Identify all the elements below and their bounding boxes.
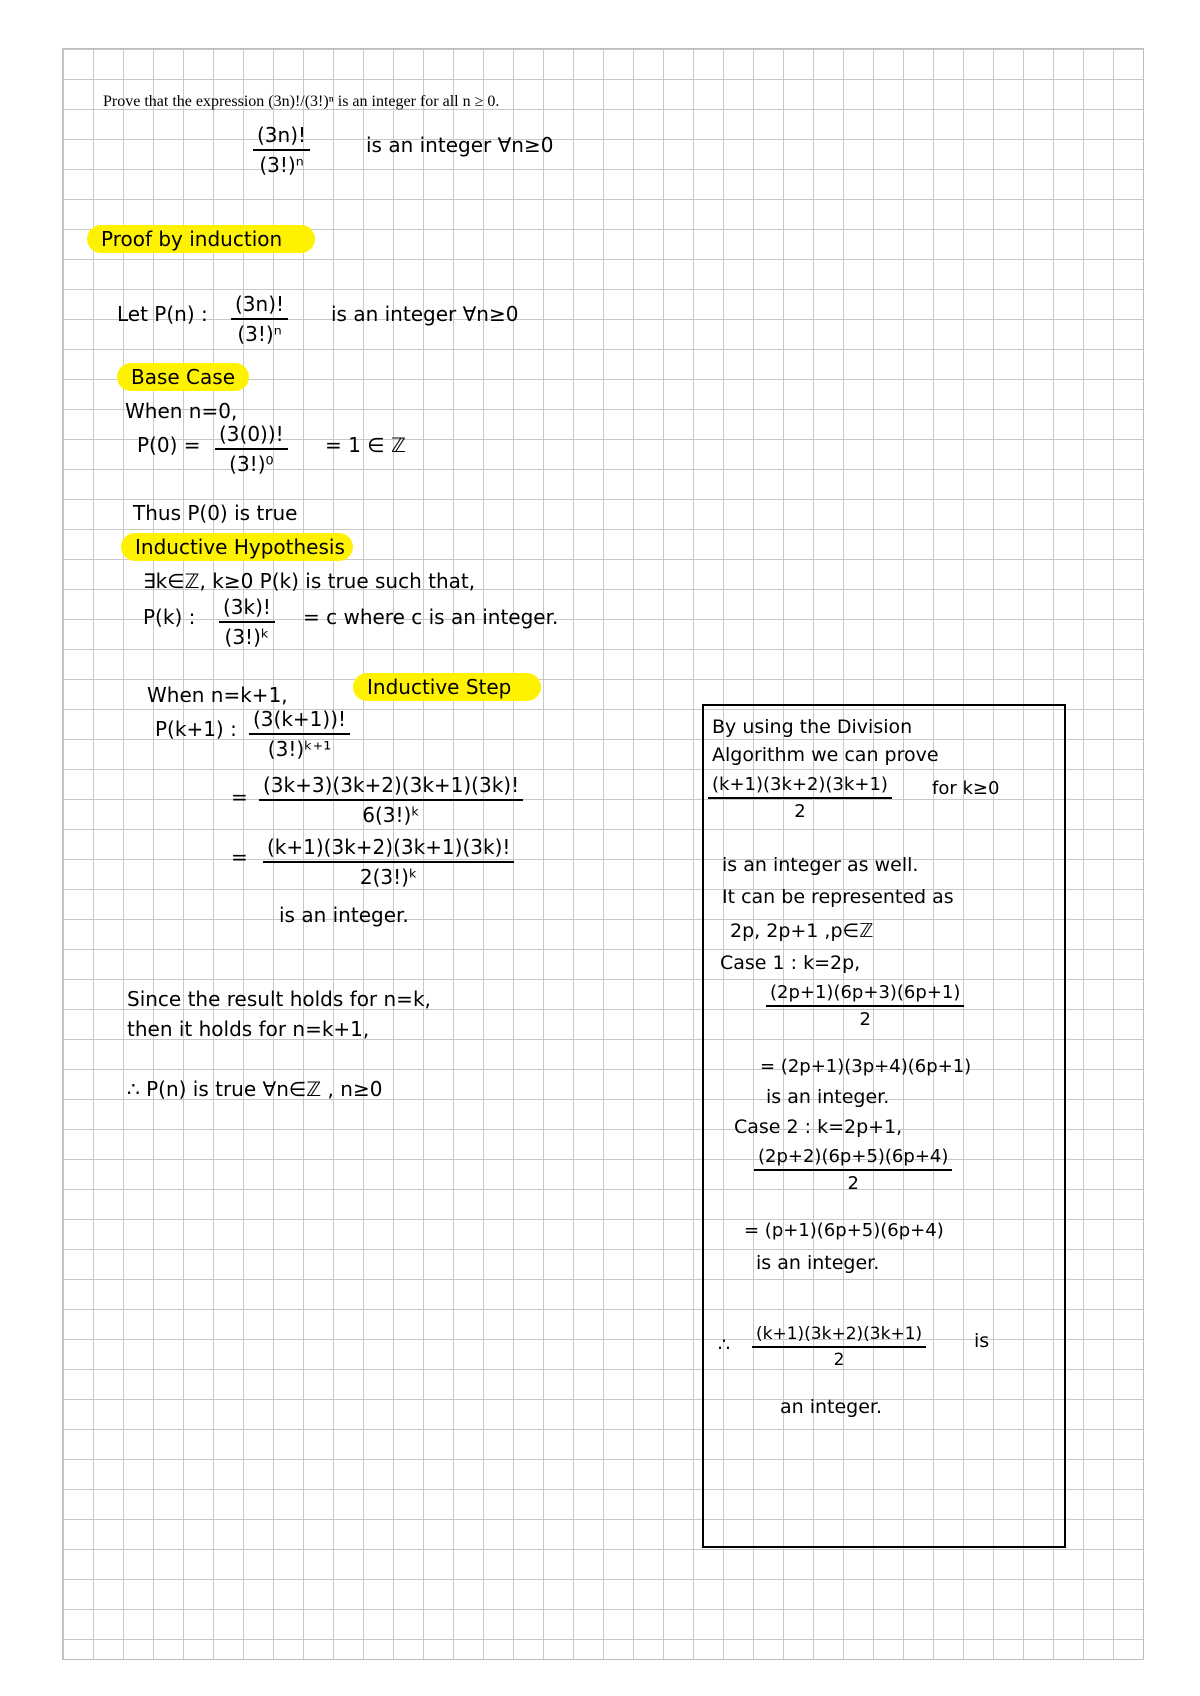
fraction-denominator: (3!)⁰ [229, 452, 274, 476]
fraction-denominator: 2 [847, 1173, 859, 1194]
restatement-tail: is an integer ∀n≥0 [366, 133, 554, 157]
fraction-bar [253, 149, 310, 151]
box-case1: Case 1 : k=2p, [720, 952, 861, 974]
fraction-denominator: (3!)ⁿ [259, 153, 304, 177]
box-final-fraction [752, 1324, 926, 1370]
fraction-numerator: (3k+3)(3k+2)(3k+1)(3k)! [263, 773, 520, 797]
box-case2-fraction [754, 1146, 952, 1194]
fraction-numerator: (2p+2)(6p+5)(6p+4) [758, 1146, 949, 1167]
box-line5: 2p, 2p+1 ,p∈ℤ [730, 920, 874, 942]
hypothesis-heading: Inductive Hypothesis [121, 533, 353, 561]
fraction-denominator: 2 [794, 801, 806, 822]
step-integer: is an integer. [279, 903, 409, 927]
problem-statement: Prove that the expression (3n)!/(3!)ⁿ is an integer for all n ≥ 0. [103, 93, 500, 110]
let-tail: is an integer ∀n≥0 [331, 302, 519, 326]
box-case1-result: = (2p+1)(3p+4)(6p+1) [760, 1056, 972, 1077]
fraction-numerator: (k+1)(3k+2)(3k+1) [756, 1324, 923, 1344]
step-fraction-3 [263, 835, 514, 889]
fraction-numerator: (k+1)(3k+2)(3k+1)(3k)! [267, 835, 511, 859]
proof-heading: Proof by induction [87, 225, 315, 253]
fraction-denominator: 2(3!)ᵏ [359, 865, 418, 889]
fraction-bar [754, 1169, 952, 1171]
conclusion-line1: Since the result holds for n=k, [127, 987, 431, 1011]
fraction-bar [259, 799, 523, 801]
fraction-numerator: (k+1)(3k+2)(3k+1) [712, 774, 888, 795]
fraction-bar [263, 861, 514, 863]
box-frac-tail: for k≥0 [932, 778, 1000, 799]
let-prefix: Let P(n) : [117, 302, 208, 326]
fraction-bar [708, 797, 892, 799]
fraction-denominator: 2 [859, 1009, 871, 1030]
base-when: When n=0, [125, 399, 238, 423]
step-equals-1: = [231, 785, 248, 809]
box-line2: Algorithm we can prove [712, 744, 939, 766]
box-case1-fraction [766, 982, 964, 1030]
fraction-bar [219, 621, 275, 623]
fraction-numerator: (3(k+1))! [253, 707, 347, 731]
fraction-numerator: (3(0))! [219, 422, 284, 446]
fraction-bar [215, 448, 288, 450]
box-final-line: an integer. [780, 1396, 883, 1418]
fraction-denominator: (3!)ᵏ⁺¹ [267, 737, 332, 761]
hypothesis-fraction [219, 595, 275, 649]
base-conclusion: Thus P(0) is true [133, 501, 298, 525]
step-lhs: P(k+1) : [155, 717, 237, 741]
conclusion-line2: then it holds for n=k+1, [127, 1017, 370, 1041]
box-fraction [708, 774, 892, 822]
base-rhs: = 1 ∈ ℤ [325, 433, 406, 457]
step-heading: Inductive Step [353, 673, 541, 701]
box-line3: is an integer as well. [722, 854, 919, 876]
let-fraction [231, 292, 288, 346]
base-heading: Base Case [117, 363, 249, 391]
fraction-numerator: (2p+1)(6p+3)(6p+1) [770, 982, 961, 1003]
step-equals-2: = [231, 845, 248, 869]
division-algorithm-box [702, 704, 1066, 1548]
fraction-bar [766, 1005, 964, 1007]
fraction-bar [231, 318, 288, 320]
base-fraction [215, 422, 288, 476]
box-final-tail: is [974, 1330, 990, 1352]
fraction-bar [249, 733, 350, 735]
box-line4: It can be represented as [722, 886, 954, 908]
box-case1-integer: is an integer. [766, 1086, 890, 1108]
hypothesis-lhs: P(k) : [143, 605, 196, 629]
box-case2-result: = (p+1)(6p+5)(6p+4) [744, 1220, 944, 1241]
box-case2: Case 2 : k=2p+1, [734, 1116, 903, 1138]
fraction-denominator: 2 [833, 1350, 845, 1370]
step-fraction-1 [249, 707, 350, 761]
fraction-bar [752, 1346, 926, 1348]
box-case2-integer: is an integer. [756, 1252, 880, 1274]
hypothesis-rhs: = c where c is an integer. [303, 605, 559, 629]
step-fraction-2 [259, 773, 523, 827]
conclusion-final: ∴ P(n) is true ∀n∈ℤ , n≥0 [127, 1077, 383, 1101]
fraction-numerator: (3n)! [257, 123, 307, 147]
restatement-fraction [253, 123, 310, 177]
fraction-denominator: (3!)ᵏ [224, 625, 270, 649]
box-final-prefix: ∴ [718, 1334, 731, 1356]
fraction-numerator: (3k)! [223, 595, 271, 619]
box-line1: By using the Division [712, 716, 913, 738]
step-when: When n=k+1, [147, 683, 288, 707]
fraction-denominator: (3!)ⁿ [237, 322, 282, 346]
hypothesis-line1: ∃k∈ℤ, k≥0 P(k) is true such that, [143, 569, 476, 593]
base-lhs: P(0) = [137, 433, 201, 457]
fraction-numerator: (3n)! [235, 292, 285, 316]
fraction-denominator: 6(3!)ᵏ [362, 803, 420, 827]
